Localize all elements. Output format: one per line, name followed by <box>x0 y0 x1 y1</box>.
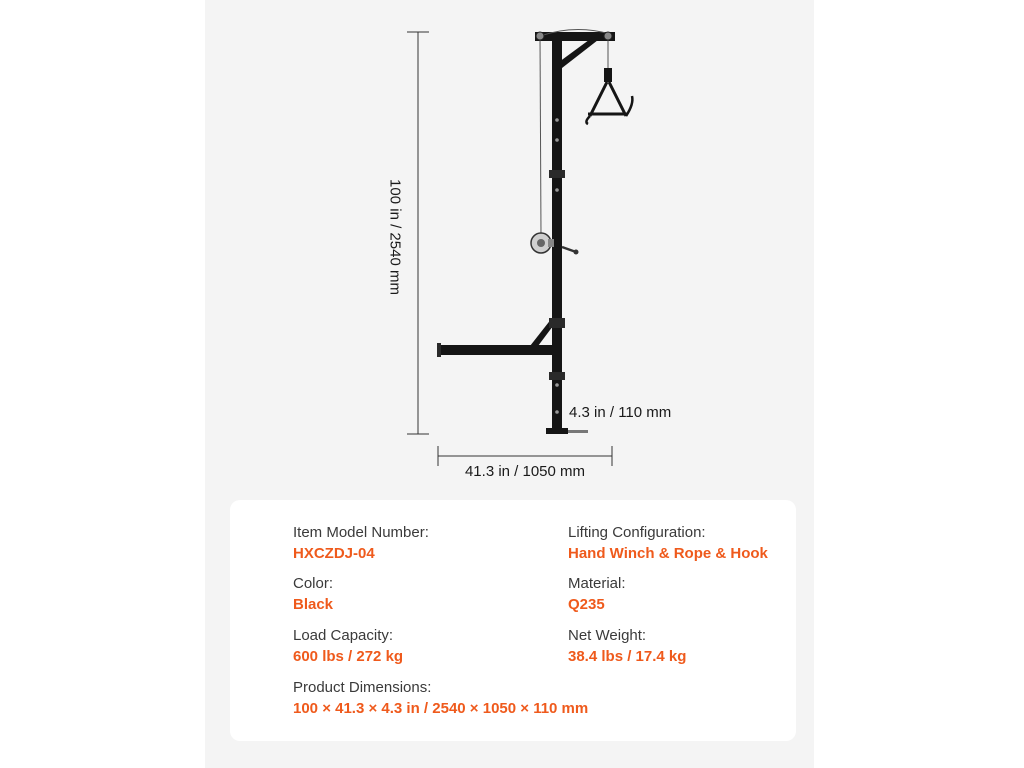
spec-model-label: Item Model Number: <box>293 524 429 541</box>
spec-color-value: Black <box>293 596 334 613</box>
spec-weight-value: 38.4 lbs / 17.4 kg <box>568 648 687 665</box>
spec-model-value: HXCZDJ-04 <box>293 545 375 562</box>
spec-color-label: Color: <box>293 575 334 592</box>
hoist-frame <box>437 32 615 434</box>
hitch-bar <box>437 345 555 355</box>
spec-material-label: Material: <box>568 575 626 592</box>
spec-dimensions-label: Product Dimensions: <box>293 679 432 696</box>
spec-material-value: Q235 <box>568 596 605 613</box>
pulley-left <box>536 32 544 40</box>
spec-load-value: 600 lbs / 272 kg <box>293 648 404 665</box>
pulley-right <box>604 32 612 40</box>
width-dimension-label: 41.3 in / 1050 mm <box>464 463 586 480</box>
spec-lifting <box>568 523 768 564</box>
rope <box>540 29 610 236</box>
spec-color <box>293 574 333 615</box>
spec-lifting-label: Lifting Configuration: <box>568 524 706 541</box>
height-dimension-line <box>407 32 429 434</box>
spec-model <box>293 523 429 564</box>
spec-weight <box>568 626 686 667</box>
base-foot <box>546 428 568 434</box>
spec-material <box>568 574 626 615</box>
height-dimension-label: 100 in / 2540 mm <box>386 179 404 295</box>
spec-dimensions-value: 100 × 41.3 × 4.3 in / 2540 × 1050 × 110 mm <box>293 700 589 717</box>
top-brace <box>559 37 598 68</box>
spec-lifting-value: Hand Winch & Rope & Hook <box>568 545 768 562</box>
spec-load <box>293 626 403 667</box>
spec-weight-label: Net Weight: <box>568 627 647 644</box>
spec-load-label: Load Capacity: <box>293 627 394 644</box>
hook-triangle <box>586 68 632 124</box>
spec-dimensions <box>293 678 588 719</box>
depth-dimension-label: 4.3 in / 110 mm <box>569 404 672 421</box>
specs-card <box>230 500 796 741</box>
